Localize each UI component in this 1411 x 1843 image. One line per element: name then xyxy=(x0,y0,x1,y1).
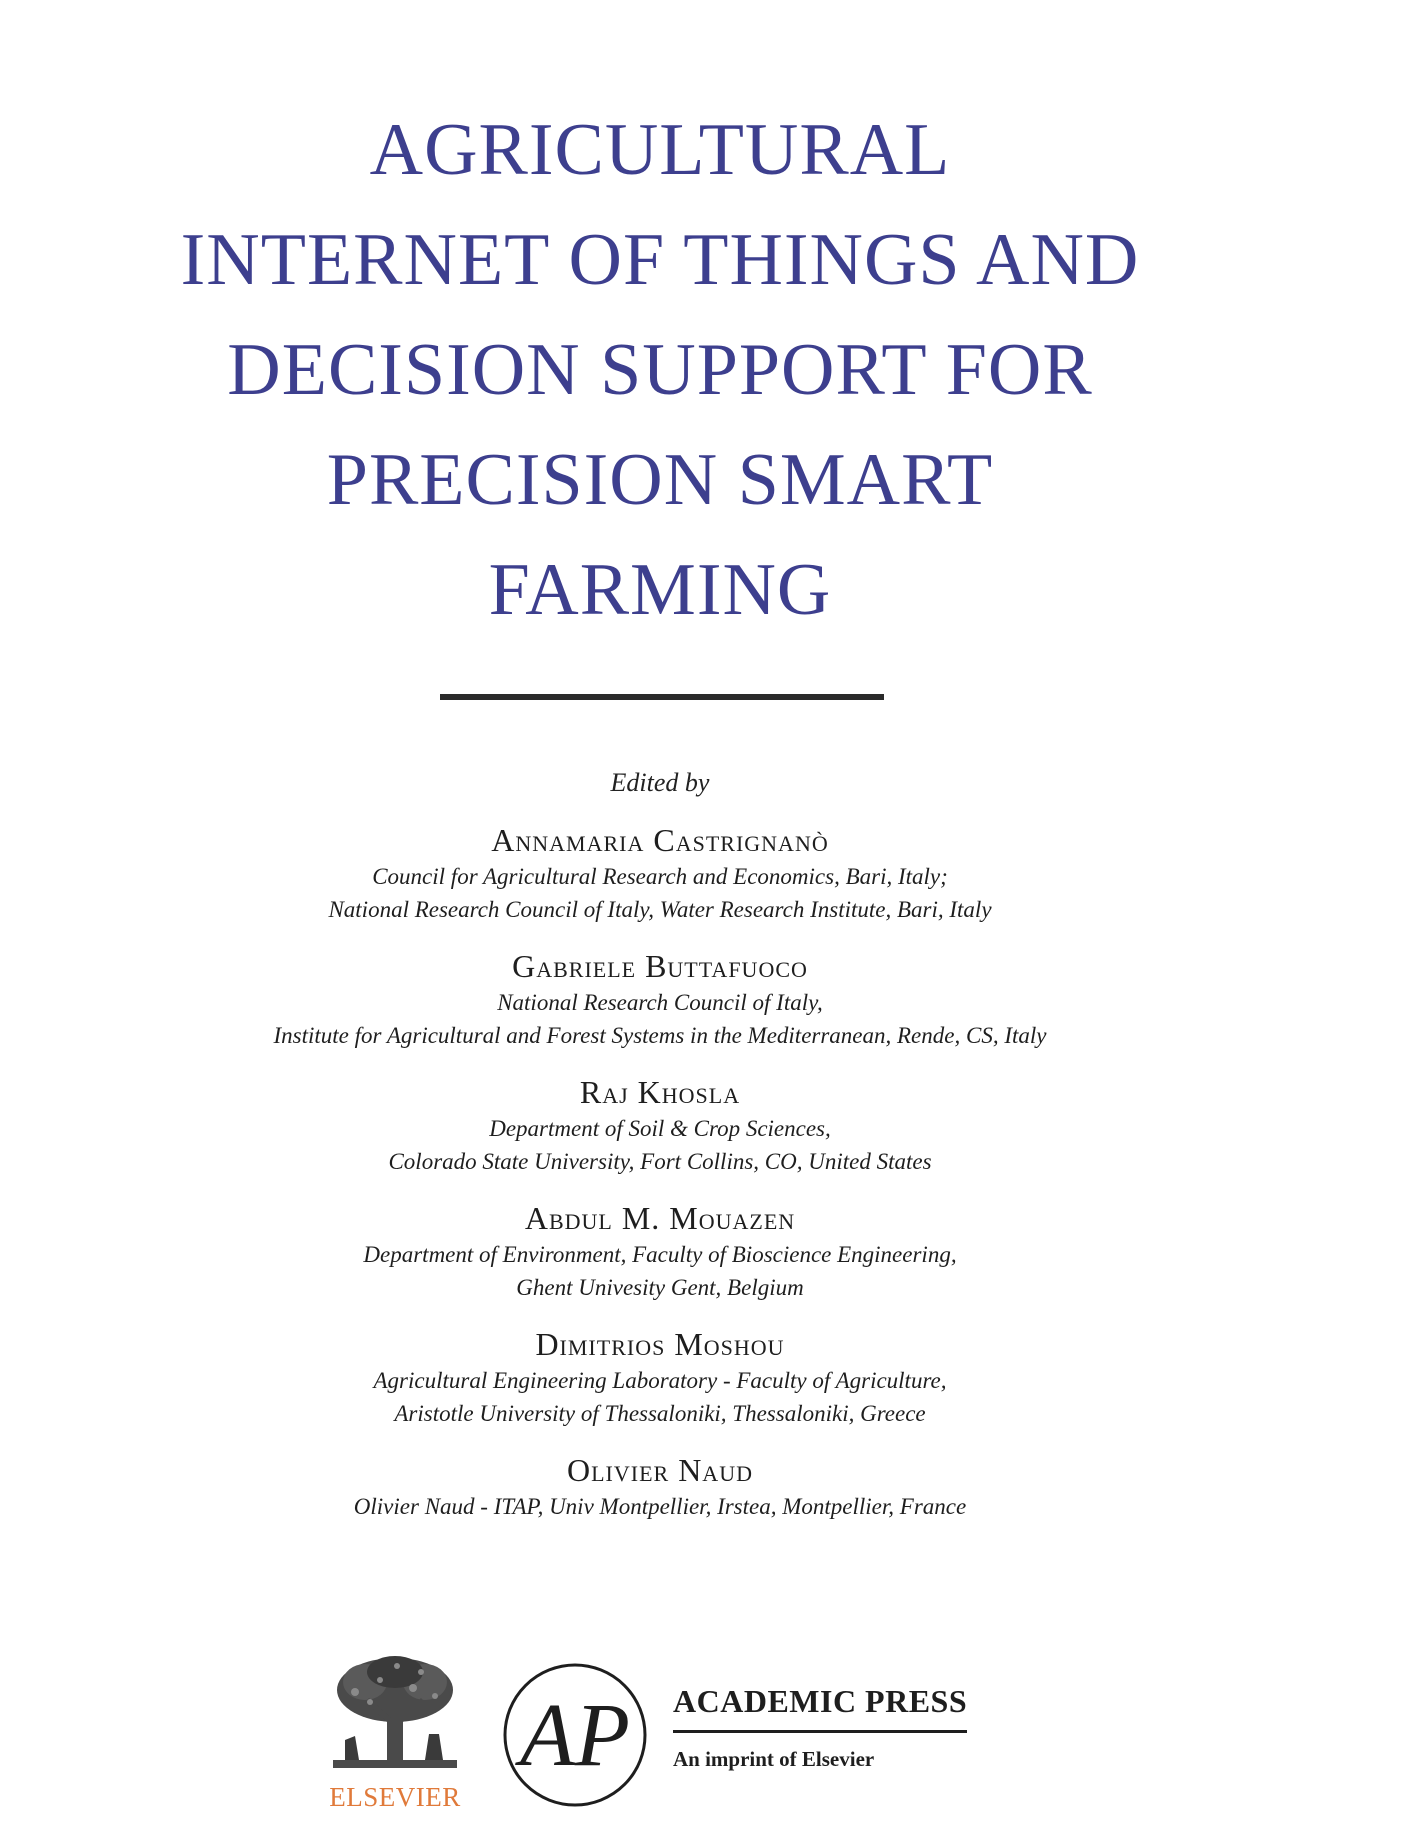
title-divider xyxy=(440,694,884,700)
book-title xyxy=(0,95,1320,645)
editor-affiliation: National Research Council of Italy, xyxy=(497,990,823,1015)
editor-affiliation: Council for Agricultural Research and Economics, Bari, Italy; xyxy=(372,864,948,889)
editor-entry xyxy=(0,1450,1320,1523)
editor-name: Abdul M. Mouazen xyxy=(524,1200,796,1236)
elsevier-logo xyxy=(325,1652,465,1812)
title-line-3: DECISION SUPPORT FOR xyxy=(227,329,1093,411)
academic-press-name: ACADEMIC PRESS xyxy=(673,1683,967,1733)
publisher-logos xyxy=(325,1640,1025,1810)
ap-monogram: AP xyxy=(520,1686,630,1785)
academic-press-imprint: An imprint of Elsevier xyxy=(673,1747,875,1771)
editor-name: Raj Khosla xyxy=(579,1074,741,1110)
editor-entry xyxy=(0,1198,1320,1304)
editor-entry xyxy=(0,820,1320,926)
editor-entry xyxy=(0,946,1320,1052)
editor-affiliation: National Research Council of Italy, Water Research Institute, Bari, Italy xyxy=(328,897,992,922)
title-line-4: PRECISION SMART xyxy=(326,439,994,521)
editor-affiliation: Department of Environment, Faculty of Bioscience Engineering, xyxy=(363,1242,957,1267)
editor-affiliation: Agricultural Engineering Laboratory - Faculty of Agriculture, xyxy=(373,1368,947,1393)
academic-press-monogram-icon xyxy=(500,1660,650,1810)
editor-list xyxy=(0,820,1320,1543)
title-line-5: FARMING xyxy=(488,549,832,631)
academic-press-text xyxy=(673,1683,967,1772)
editor-name: Dimitrios Moshou xyxy=(535,1326,785,1362)
title-line-2: INTERNET OF THINGS AND xyxy=(180,219,1140,301)
editor-entry xyxy=(0,1072,1320,1178)
editor-affiliation: Colorado State University, Fort Collins, CO, United States xyxy=(388,1149,932,1174)
editor-affiliation: Ghent Univesity Gent, Belgium xyxy=(516,1275,804,1300)
editor-entry xyxy=(0,1324,1320,1430)
editor-affiliation: Olivier Naud - ITAP, Univ Montpellier, Irstea, Montpellier, France xyxy=(353,1494,967,1519)
editor-name: Gabriele Buttafuoco xyxy=(512,948,808,984)
editor-name: Olivier Naud xyxy=(567,1452,753,1488)
editor-name: Annamaria Castrignanò xyxy=(491,822,829,858)
editor-affiliation: Department of Soil & Crop Sciences, xyxy=(489,1116,831,1141)
editor-affiliation: Aristotle University of Thessaloniki, Thessaloniki, Greece xyxy=(394,1401,926,1426)
edited-by-label: Edited by xyxy=(610,768,710,797)
elsevier-tree-icon xyxy=(325,1652,465,1782)
editor-affiliation: Institute for Agricultural and Forest Systems in the Mediterranean, Rende, CS, Italy xyxy=(273,1023,1047,1048)
elsevier-label: ELSEVIER xyxy=(329,1782,461,1812)
title-line-1: AGRICULTURAL xyxy=(369,109,951,191)
academic-press-logo xyxy=(500,1660,650,1810)
